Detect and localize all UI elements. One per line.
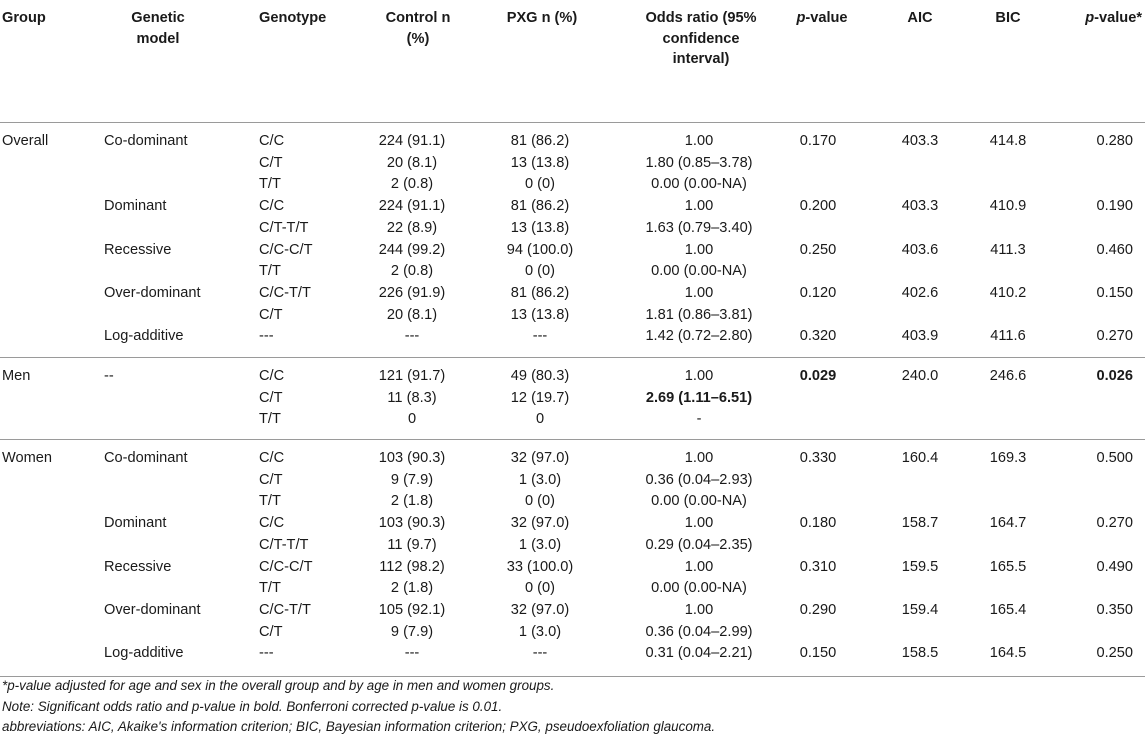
cell-or: 1.00 (684, 133, 714, 149)
cell-genotype: C/T (259, 623, 283, 640)
header-adjusted-p-rest: -value* (1094, 10, 1142, 26)
cell-aic: 158.7 (901, 515, 939, 532)
cell-control: 11 (8.3) (387, 389, 437, 406)
cell-aic: 403.3 (901, 133, 939, 149)
header-bic: BIC (995, 10, 1021, 26)
cell-pv: 0.250 (799, 241, 837, 258)
cell-pxg: 32 (97.0) (510, 450, 570, 466)
cell-or: 1.00 (684, 601, 714, 618)
header-odds-ratio: Odds ratio (95% confidence interval) (645, 10, 757, 67)
header-genetic-model: Genetic model (131, 10, 185, 47)
cell-pxg: 13 (13.8) (510, 306, 570, 323)
cell-or: 0.29 (0.04–2.35) (645, 536, 753, 553)
cell-or: 1.63 (0.79–3.40) (645, 219, 753, 236)
cell-genotype: C/C (259, 133, 285, 149)
cell-genotype: C/T (259, 389, 283, 406)
cell-genotype: C/T-T/T (259, 536, 309, 553)
cell-control: 2 (0.8) (390, 263, 434, 280)
cell-model: Log-additive (104, 645, 184, 662)
cell-pv2: 0.270 (1096, 515, 1133, 532)
cell-model: Dominant (104, 198, 167, 215)
cell-model: Over-dominant (104, 601, 201, 618)
cell-pv: 0.330 (799, 450, 837, 466)
cell-control: --- (404, 645, 420, 662)
cell-pv2: 0.460 (1096, 241, 1133, 258)
cell-aic: 159.4 (901, 601, 939, 618)
cell-bic: 164.5 (989, 645, 1027, 662)
cell-control: 2 (1.8) (390, 493, 434, 510)
cell-pxg: 0 (0) (524, 580, 555, 597)
cell-or: 0.00 (0.00-NA) (651, 493, 747, 510)
table-body (0, 123, 1145, 677)
cell-control: 20 (8.1) (386, 154, 438, 171)
cell-or: - (696, 411, 702, 428)
group-label: Overall (2, 133, 49, 149)
header-group: Group (2, 10, 46, 26)
cell-model: Recessive (104, 558, 172, 575)
header-adjusted-p-italic: p (1085, 10, 1095, 26)
cell-aic: 402.6 (901, 284, 939, 301)
header-p-value (790, 8, 854, 29)
cell-pxg: 13 (13.8) (510, 154, 570, 171)
cell-or: 1.00 (684, 198, 714, 215)
cell-model: Log-additive (104, 328, 184, 345)
cell-or: 2.69 (1.11–6.51) (645, 389, 753, 406)
cell-control: 2 (1.8) (390, 580, 434, 597)
header-control: Control n (%) (385, 10, 451, 47)
cell-model: Co-dominant (104, 133, 188, 149)
cell-pv: 0.310 (799, 558, 837, 575)
cell-pxg: 49 (80.3) (510, 368, 570, 384)
cell-bic: 169.3 (989, 450, 1027, 466)
cell-or: 1.80 (0.85–3.78) (645, 154, 753, 171)
header-pxg: PXG n (%) (506, 10, 578, 26)
cell-model: -- (104, 368, 114, 384)
cell-aic: 403.6 (901, 241, 939, 258)
cell-pv: 0.150 (799, 645, 837, 662)
cell-genotype: T/T (259, 411, 281, 428)
cell-or: 1.00 (684, 450, 714, 466)
cell-model: Recessive (104, 241, 172, 258)
cell-genotype: T/T (259, 263, 281, 280)
cell-pxg: 81 (86.2) (510, 284, 570, 301)
table-notes (2, 676, 715, 738)
header-p-value-italic: p (796, 10, 806, 26)
cell-pv2: 0.250 (1096, 645, 1133, 662)
cell-pv: 0.320 (799, 328, 837, 345)
cell-bic: 411.3 (990, 241, 1026, 258)
cell-control: 0 (407, 411, 417, 428)
cell-control: 22 (8.9) (386, 219, 438, 236)
cell-control: 121 (91.7) (378, 368, 446, 384)
cell-pxg: --- (532, 328, 548, 345)
cell-bic: 414.8 (989, 133, 1027, 149)
header-aic: AIC (907, 10, 933, 26)
cell-pv2: 0.190 (1096, 198, 1133, 215)
cell-genotype: T/T (259, 176, 281, 193)
cell-pv: 0.180 (799, 515, 837, 532)
cell-control: --- (404, 328, 420, 345)
cell-aic: 159.5 (901, 558, 939, 575)
cell-control: 244 (99.2) (378, 241, 446, 258)
cell-pv2: 0.280 (1096, 133, 1133, 149)
cell-or: 1.42 (0.72–2.80) (645, 328, 753, 345)
cell-pv: 0.290 (799, 601, 837, 618)
cell-pxg: 0 (535, 411, 545, 428)
cell-or: 0.00 (0.00-NA) (651, 176, 747, 193)
cell-genotype: T/T (259, 580, 281, 597)
cell-genotype: C/T (259, 306, 283, 323)
cell-pv: 0.029 (799, 368, 837, 384)
cell-control: 9 (7.9) (390, 623, 434, 640)
cell-control: 103 (90.3) (378, 515, 446, 532)
cell-model: Co-dominant (104, 450, 188, 466)
cell-bic: 164.7 (989, 515, 1027, 532)
footnote-abbreviations: abbreviations: AIC, Akaike's information criterion; BIC, Bayesian information criterion; PXG, pseudoexfoliation glaucoma. (2, 719, 716, 734)
cell-model: Over-dominant (104, 284, 201, 301)
section-overall (0, 123, 1145, 358)
cell-control: 224 (91.1) (378, 133, 446, 149)
cell-aic: 240.0 (901, 368, 939, 384)
cell-pv2: 0.490 (1096, 558, 1133, 575)
cell-control: 2 (0.8) (390, 176, 434, 193)
cell-genotype: C/C (259, 368, 285, 384)
cell-bic: 165.4 (989, 601, 1027, 618)
cell-genotype: C/C (259, 198, 285, 215)
header-adjusted-p-value (1052, 8, 1142, 29)
section-men (0, 358, 1145, 440)
cell-genotype: C/C-C/T (259, 241, 313, 258)
cell-genotype: C/C (259, 515, 285, 532)
cell-pxg: 0 (0) (524, 493, 555, 510)
cell-aic: 403.3 (901, 198, 939, 215)
cell-pv2: 0.500 (1096, 450, 1133, 466)
cell-or: 1.00 (684, 515, 714, 532)
cell-aic: 160.4 (901, 450, 939, 466)
cell-bic: 246.6 (989, 368, 1027, 384)
cell-genotype: C/C-T/T (259, 601, 311, 618)
cell-or: 1.00 (684, 241, 714, 258)
cell-pxg: 33 (100.0) (506, 558, 574, 575)
cell-pxg: 13 (13.8) (510, 219, 570, 236)
cell-control: 224 (91.1) (378, 198, 446, 215)
cell-or: 1.00 (684, 558, 714, 575)
cell-pxg: 32 (97.0) (510, 601, 570, 618)
cell-bic: 410.9 (989, 198, 1027, 215)
cell-control: 105 (92.1) (378, 601, 446, 618)
cell-or: 0.00 (0.00-NA) (651, 580, 747, 597)
cell-or: 0.31 (0.04–2.21) (645, 645, 753, 662)
footnote-adjustment: *p-value adjusted for age and sex in the overall group and by age in men and women groups. (2, 678, 555, 693)
cell-genotype: --- (259, 645, 274, 662)
cell-genotype: T/T (259, 493, 281, 510)
cell-pxg: 0 (0) (524, 263, 555, 280)
cell-pv2: 0.026 (1096, 368, 1133, 384)
cell-pxg: 81 (86.2) (510, 133, 570, 149)
cell-genotype: --- (259, 328, 274, 345)
section-women (0, 440, 1145, 677)
cell-genotype: C/T (259, 471, 283, 488)
table-header (0, 0, 1145, 123)
cell-or: 0.36 (0.04–2.99) (645, 623, 753, 640)
cell-pxg: 12 (19.7) (510, 389, 570, 406)
cell-aic: 403.9 (901, 328, 939, 345)
cell-pv2: 0.270 (1096, 328, 1133, 345)
header-p-value-rest: -value (805, 10, 848, 26)
cell-or: 1.81 (0.86–3.81) (645, 306, 753, 323)
cell-or: 1.00 (684, 284, 714, 301)
cell-pv: 0.120 (799, 284, 837, 301)
cell-control: 20 (8.1) (386, 306, 438, 323)
group-label: Men (2, 368, 31, 384)
cell-pv2: 0.350 (1096, 601, 1133, 618)
cell-control: 226 (91.9) (378, 284, 446, 301)
cell-pxg: 81 (86.2) (510, 198, 570, 215)
cell-control: 103 (90.3) (378, 450, 446, 466)
cell-genotype: C/C (259, 450, 285, 466)
cell-or: 0.36 (0.04–2.93) (645, 471, 753, 488)
cell-genotype: C/T (259, 154, 283, 171)
cell-pxg: 0 (0) (524, 176, 555, 193)
group-label: Women (2, 450, 53, 466)
cell-genotype: C/T-T/T (259, 219, 309, 236)
cell-pxg: 32 (97.0) (510, 515, 570, 532)
footnote-significance: Note: Significant odds ratio and p-value in bold. Bonferroni corrected p-value is 0.01. (2, 698, 503, 714)
cell-pxg: 1 (3.0) (518, 536, 562, 553)
cell-pv: 0.200 (799, 198, 837, 215)
header-genotype: Genotype (259, 10, 327, 26)
cell-bic: 165.5 (989, 558, 1027, 575)
cell-control: 112 (98.2) (379, 558, 445, 575)
cell-pxg: --- (532, 645, 548, 662)
cell-pv2: 0.150 (1096, 284, 1133, 301)
cell-bic: 411.6 (990, 328, 1026, 345)
cell-aic: 158.5 (901, 645, 939, 662)
cell-control: 11 (9.7) (387, 536, 437, 553)
cell-genotype: C/C-T/T (259, 284, 311, 301)
cell-or: 0.00 (0.00-NA) (651, 263, 747, 280)
cell-genotype: C/C-C/T (259, 558, 313, 575)
cell-model: Dominant (104, 515, 167, 532)
cell-pxg: 1 (3.0) (518, 623, 562, 640)
cell-bic: 410.2 (989, 284, 1027, 301)
cell-pxg: 1 (3.0) (518, 471, 562, 488)
cell-pv: 0.170 (799, 133, 837, 149)
cell-or: 1.00 (684, 368, 714, 384)
cell-control: 9 (7.9) (390, 471, 434, 488)
cell-pxg: 94 (100.0) (506, 241, 574, 258)
